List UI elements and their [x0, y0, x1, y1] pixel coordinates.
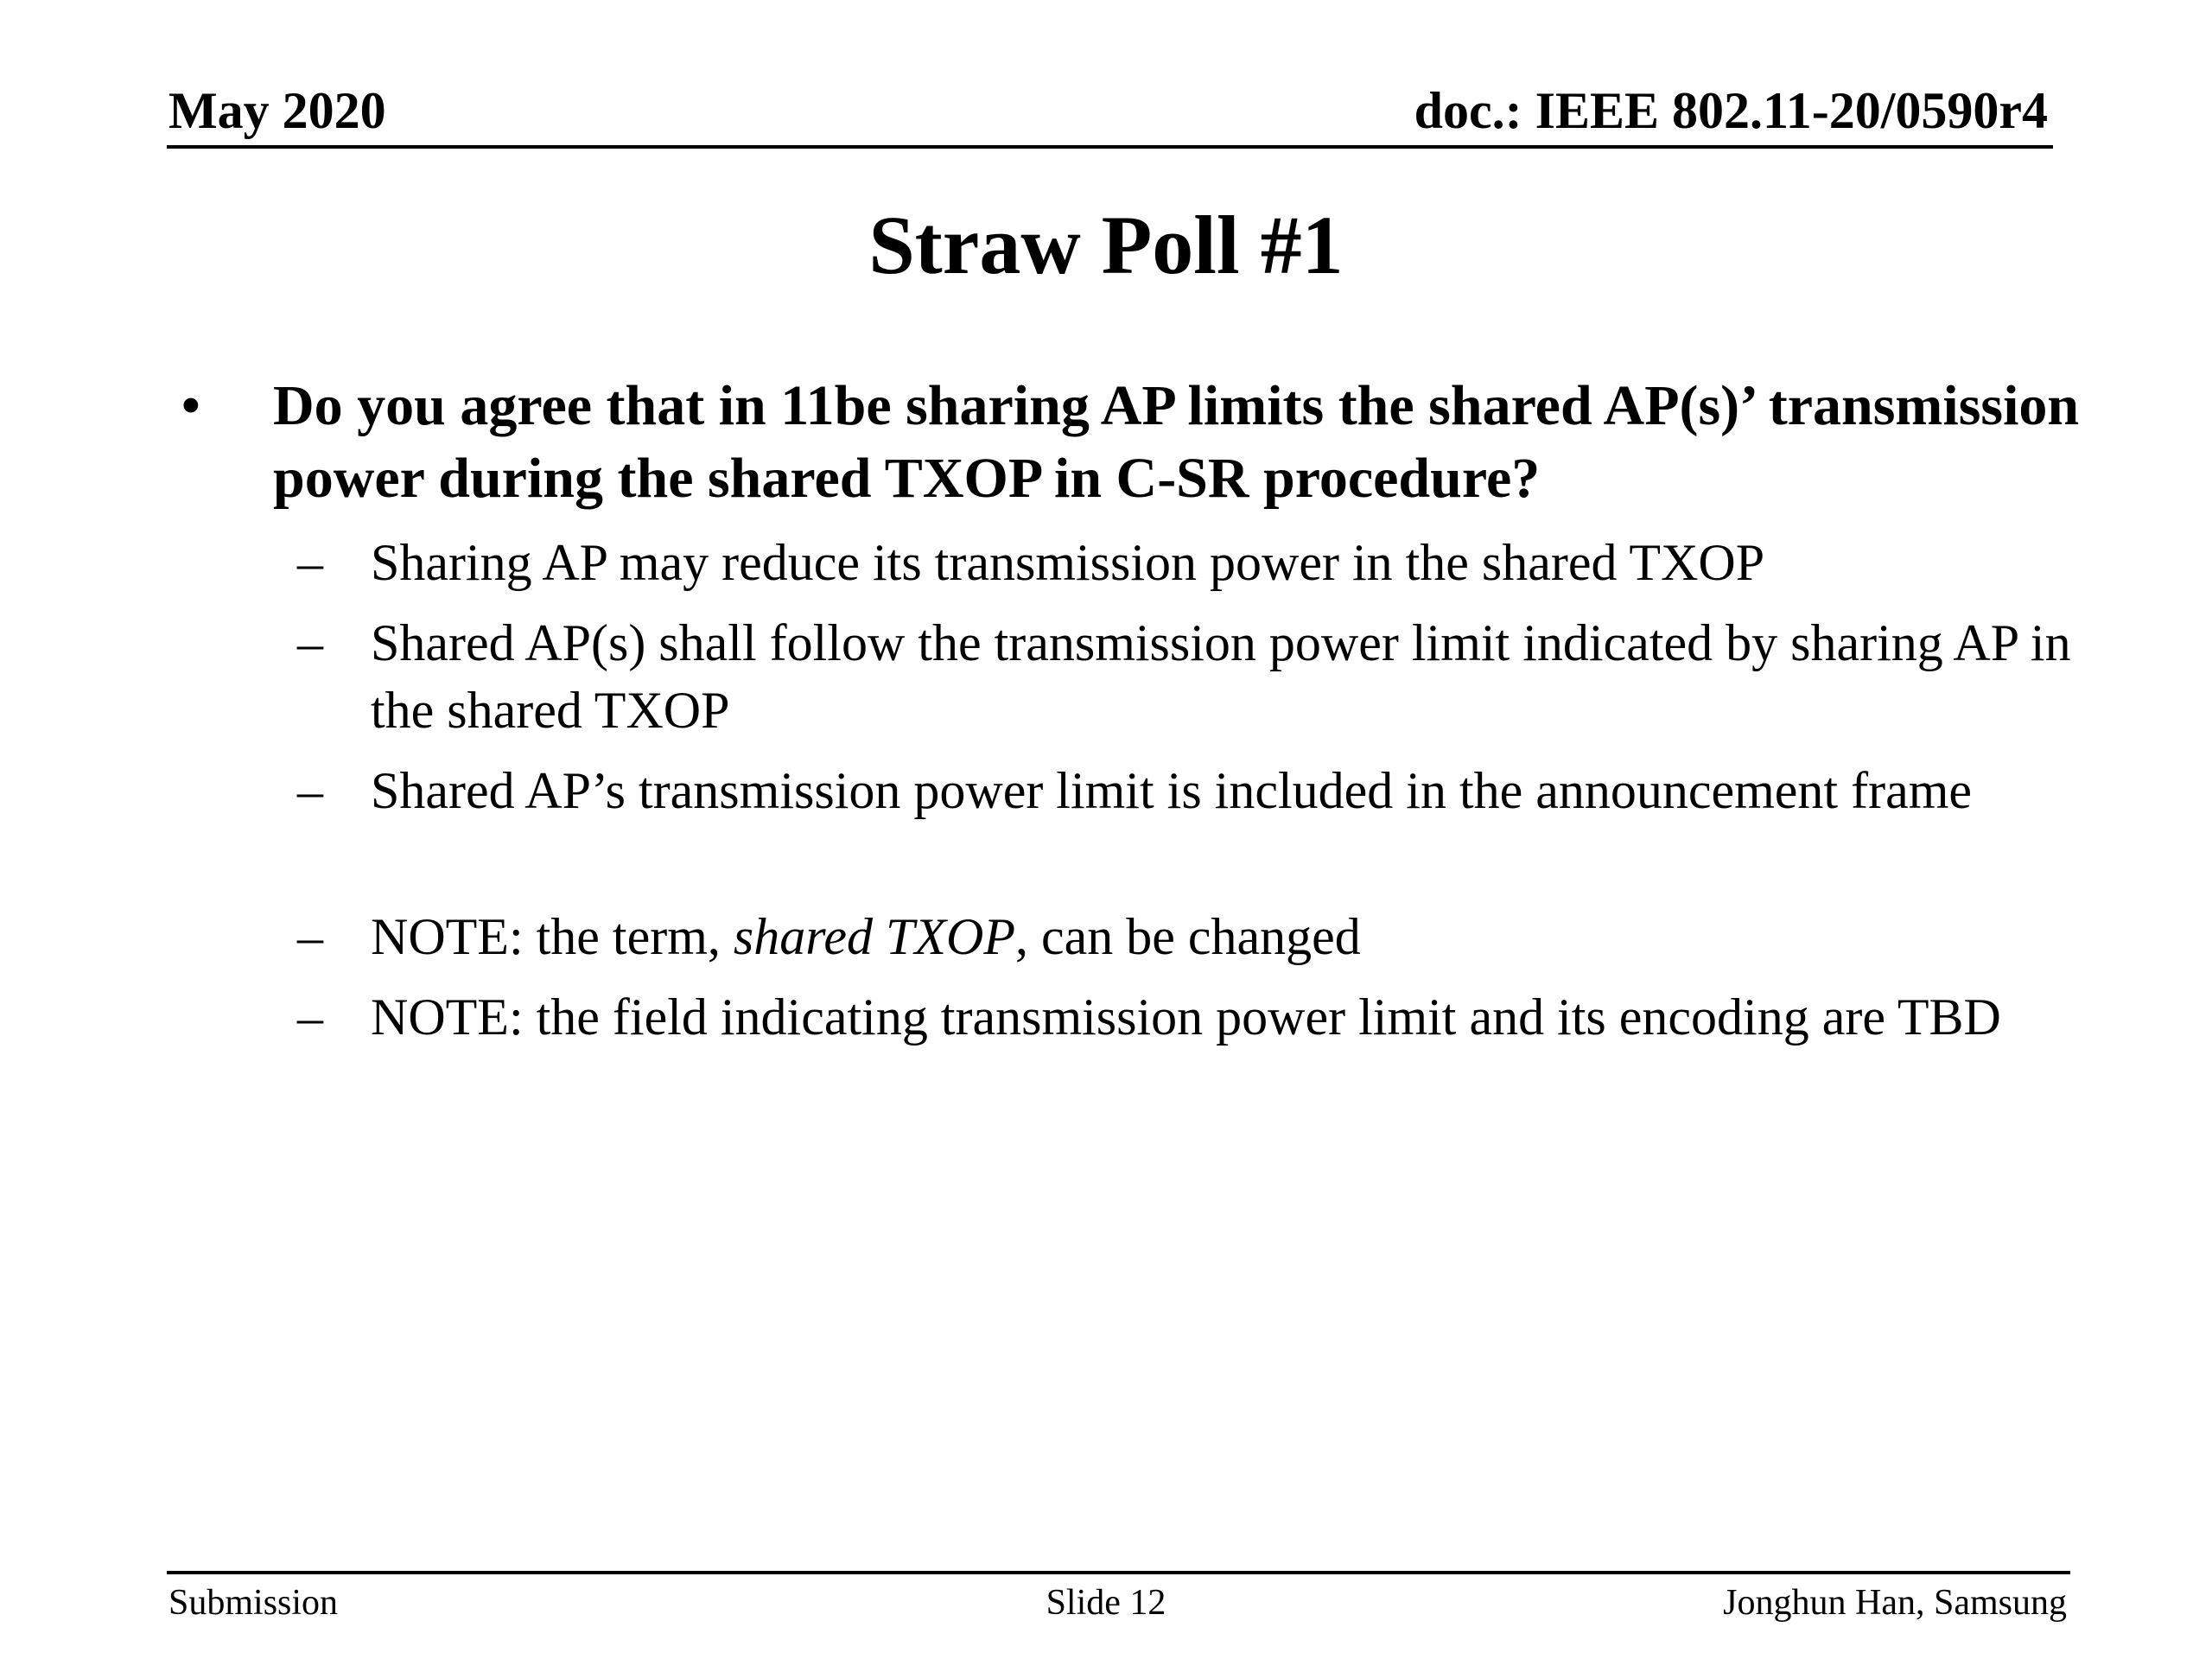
footer-submission: Submission: [168, 1583, 339, 1623]
sub-bullet-marker: –: [297, 534, 323, 591]
sub-bullet-text: [371, 903, 2082, 970]
bullet-marker: •: [181, 377, 200, 435]
header-date: May 2020: [168, 82, 386, 139]
sub-bullet-marker: –: [297, 614, 323, 671]
main-bullet-text: Do you agree that in 11be sharing AP limits the shared AP(s)’ transmission power during the shared TXOP in C-SR procedure?: [273, 374, 2080, 510]
sub-bullet-text: Shared AP’s transmission power limit is included in the announcement frame: [371, 762, 1972, 819]
sub-bullet-marker: –: [297, 988, 323, 1046]
sub-bullet-text: NOTE: the field indicating transmission power limit and its encoding are TBD: [371, 988, 2001, 1046]
sub-bullet-text: Shared AP(s) shall follow the transmission power limit indicated by sharing AP in the shared TXOP: [371, 614, 2071, 739]
slide-title: Straw Poll #1: [868, 199, 1344, 291]
note-italic-term: shared TXOP: [733, 908, 1015, 965]
header-divider: [167, 145, 2053, 149]
footer-author: Jonghun Han, Samsung: [1723, 1583, 2067, 1623]
sub-bullet-marker: –: [297, 762, 323, 819]
note-suffix: , can be changed: [1015, 908, 1361, 965]
sub-bullet-text: Sharing AP may reduce its transmission power in the shared TXOP: [371, 534, 1765, 591]
header-doc-id: doc.: IEEE 802.11-20/0590r4: [1414, 82, 2048, 139]
footer-divider: [167, 1571, 2070, 1574]
note-prefix: NOTE: the term,: [371, 908, 734, 965]
sub-bullet-marker: –: [297, 908, 323, 965]
footer-slide-number: Slide 12: [1046, 1583, 1166, 1623]
